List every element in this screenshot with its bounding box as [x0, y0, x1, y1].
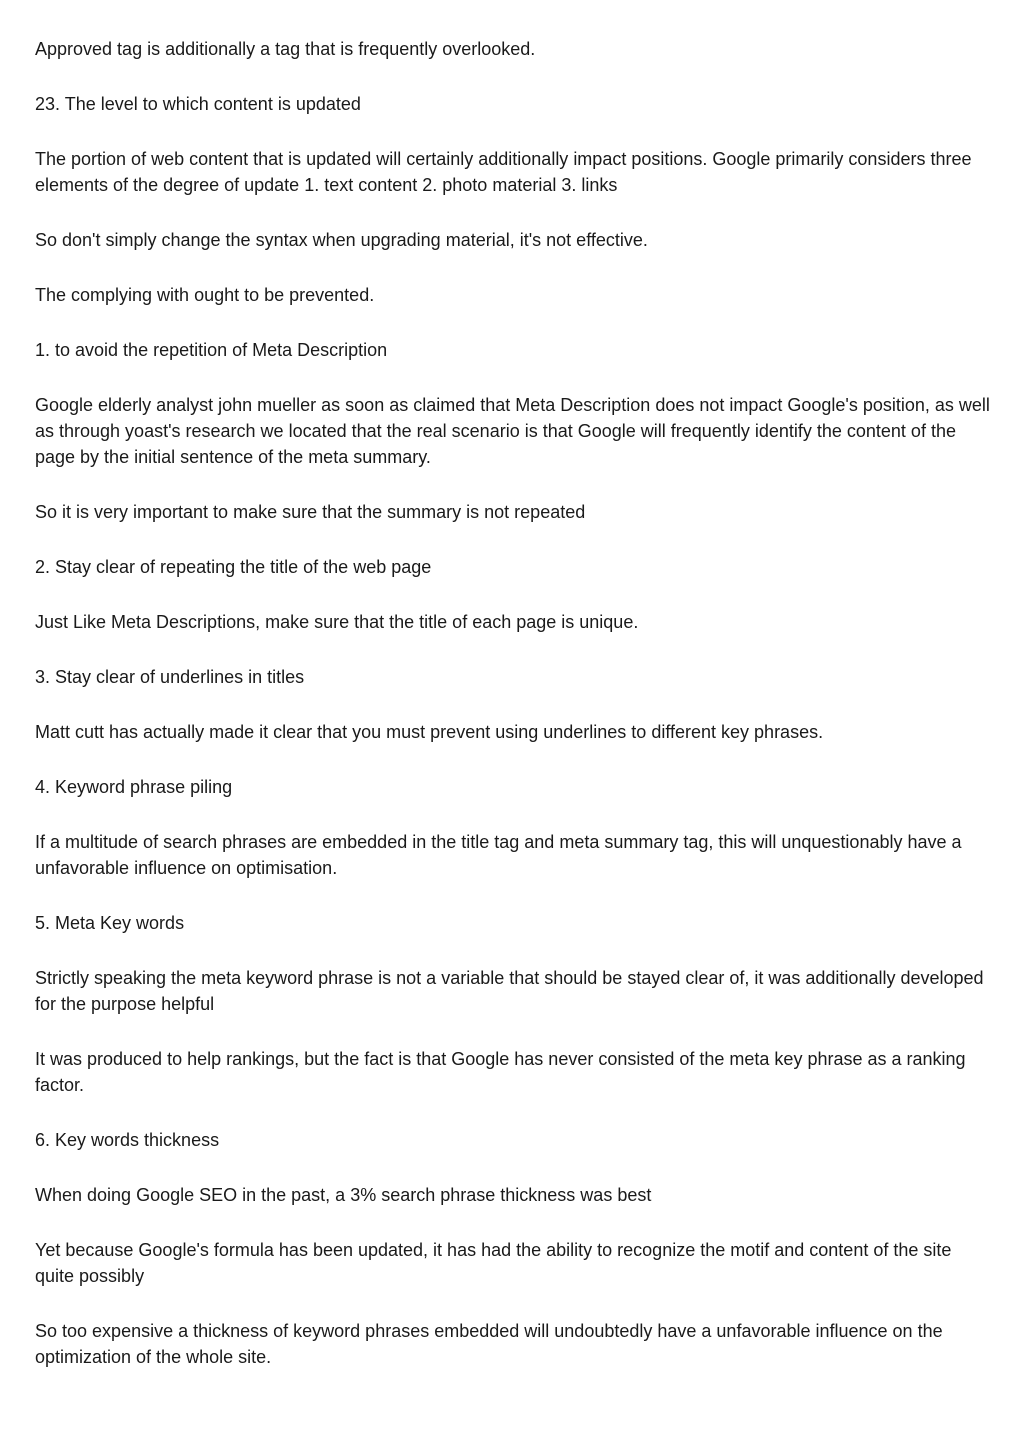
paragraph: When doing Google SEO in the past, a 3% search phrase thickness was best [35, 1185, 652, 1205]
list-heading: 2. Stay clear of repeating the title of the web page [35, 557, 432, 577]
paragraph: The portion of web content that is updated will certainly additionally impact positions. Google primarily considers three elements of the degree of update 1. text content 2. photo material 3. links [35, 149, 972, 195]
paragraph: Approved tag is additionally a tag that is frequently overlooked. [35, 39, 536, 59]
paragraph: Strictly speaking the meta keyword phrase is not a variable that should be stayed clear of, it was additionally developed for the purpose helpful [35, 968, 984, 1014]
paragraph: So too expensive a thickness of keyword phrases embedded will undoubtedly have a unfavorable influence on the optimization of the whole site. [35, 1321, 943, 1367]
paragraph: It was produced to help rankings, but the fact is that Google has never consisted of the meta key phrase as a ranking factor. [35, 1049, 966, 1095]
paragraph: Yet because Google's formula has been updated, it has had the ability to recognize the motif and content of the site quite possibly [35, 1240, 952, 1286]
list-heading: 5. Meta Key words [35, 913, 185, 933]
list-heading: 4. Keyword phrase piling [35, 777, 233, 797]
list-heading: 3. Stay clear of underlines in titles [35, 667, 305, 687]
paragraph: So it is very important to make sure that the summary is not repeated [35, 502, 586, 522]
paragraph: If a multitude of search phrases are embedded in the title tag and meta summary tag, this will unquestionably have a unfavorable influence on optimisation. [35, 832, 962, 878]
list-heading: 6. Key words thickness [35, 1130, 220, 1150]
list-heading: 1. to avoid the repetition of Meta Description [35, 340, 388, 360]
paragraph: So don't simply change the syntax when upgrading material, it's not effective. [35, 230, 648, 250]
paragraph: Just Like Meta Descriptions, make sure that the title of each page is unique. [35, 612, 639, 632]
section-heading: 23. The level to which content is updated [35, 94, 361, 114]
paragraph: The complying with ought to be prevented. [35, 285, 375, 305]
document-page [35, 36, 995, 1399]
paragraph: Matt cutt has actually made it clear that you must prevent using underlines to different key phrases. [35, 722, 824, 742]
paragraph: Google elderly analyst john mueller as soon as claimed that Meta Description does not impact Google's position, as well as through yoast's research we located that the real scenario is that Google will frequently identify the content of the page by the initial sentence of the meta summary. [35, 395, 990, 467]
